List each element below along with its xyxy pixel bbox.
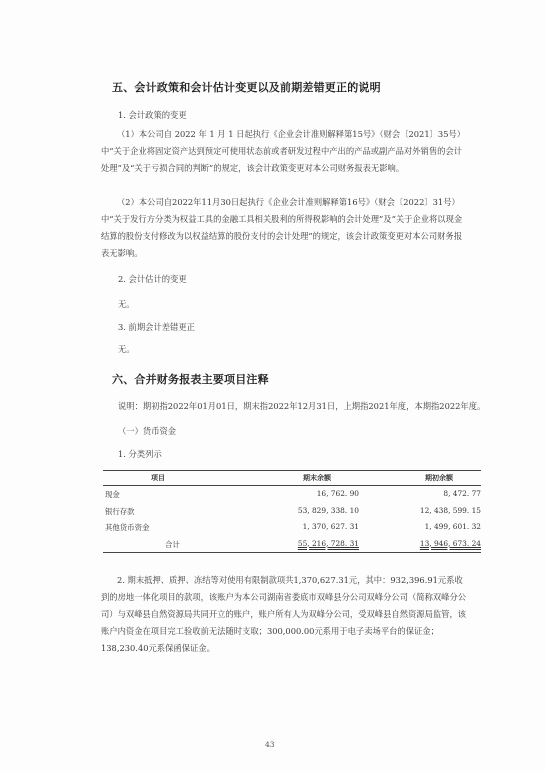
table-row <box>103 503 481 520</box>
estimate-change-none: 无。 <box>118 299 135 309</box>
total-closing-value: 55, 216, 728. 31 <box>297 538 359 548</box>
table-header-row <box>103 470 481 486</box>
cash-table <box>103 470 481 553</box>
opening-value: 1, 499, 601. 32 <box>424 522 481 531</box>
table-total-row <box>103 536 481 554</box>
opening-value: 12, 438, 599. 15 <box>419 505 481 515</box>
header-closing-balance: 期末余额 <box>303 474 331 482</box>
subsection-estimate-change: 2. 会计估计的变更 <box>118 274 187 284</box>
row-label: 其他货币资金 <box>105 523 150 532</box>
header-item: 项目 <box>151 474 165 482</box>
header-opening-balance: 期初余额 <box>425 474 453 482</box>
error-correction-none: 无。 <box>118 344 135 354</box>
paragraph-restricted-funds: 2. 期末抵押、质押、冻结等对使用有限制款项共1,370,627.31元，其中：932,396.91元系收到的房地一体化项目的款项，该账户为本公司湖南省娄底市双峰县分公司双峰分公司（简称双峰分公司）与双峰县自然资源局共同开立的账户，账户所有人为双峰分公司，受双峰县自然资源局监管，该账户内资金在项目完工验收前无法随时支取；300,000.00元系用于电子卖场平台的保证金；138,230.40元系保函保证金。 <box>101 575 467 653</box>
row-label: 现金 <box>105 490 120 499</box>
section-6-heading: 六、合并财务报表主要项目注释 <box>112 373 269 386</box>
closing-value: 16, 762. 90 <box>316 489 359 498</box>
subsection-error-correction: 3. 前期会计差错更正 <box>118 322 195 332</box>
classification-title: 1. 分类列示 <box>118 449 162 459</box>
table-row <box>103 519 481 536</box>
total-opening-value: 13, 946, 673. 24 <box>419 538 481 548</box>
period-definition-note: 说明：期初指2022年01月01日，期末指2022年12月31日，上期指2021年度，本期指2022年度。 <box>118 401 486 411</box>
opening-value: 8, 472. 77 <box>443 489 481 498</box>
section-5-heading: 五、会计政策和会计估计变更以及前期差错更正的说明 <box>112 81 381 94</box>
closing-value: 1, 370, 627. 31 <box>302 522 359 531</box>
table-row <box>103 486 481 503</box>
paragraph-policy-1: （1）本公司自 2022 年 1 月 1 日起执行《企业会计准则解释第15号》（财会〔2021〕35号）中“关于企业将固定资产达到预定可使用状态前或者研发过程中产出的产品或副产品对外销售的会计处理”及“关于亏损合同的判断”的规定，该会计政策变更对本公司财务报表无影响。 <box>101 129 463 173</box>
total-label: 合计 <box>165 539 180 549</box>
paragraph-policy-2: （2）本公司自2022年11月30日起执行《企业会计准则解释第16号》（财会〔2022〕31号）中“关于发行方分类为权益工具的金融工具相关股利的所得税影响的会计处理”及“关于企业将以现金结算的股份支付修改为以权益结算的股份支付的会计处理”的规定，该会计政策变更对本公司财务报表无影响。 <box>101 197 463 258</box>
closing-value: 53, 829, 338. 10 <box>297 505 359 515</box>
subsection-cash: （一）货币资金 <box>118 426 177 436</box>
row-label: 银行存款 <box>105 506 135 516</box>
subsection-accounting-policy-change: 1. 会计政策的变更 <box>118 110 187 120</box>
page-number: 43 <box>265 740 275 749</box>
